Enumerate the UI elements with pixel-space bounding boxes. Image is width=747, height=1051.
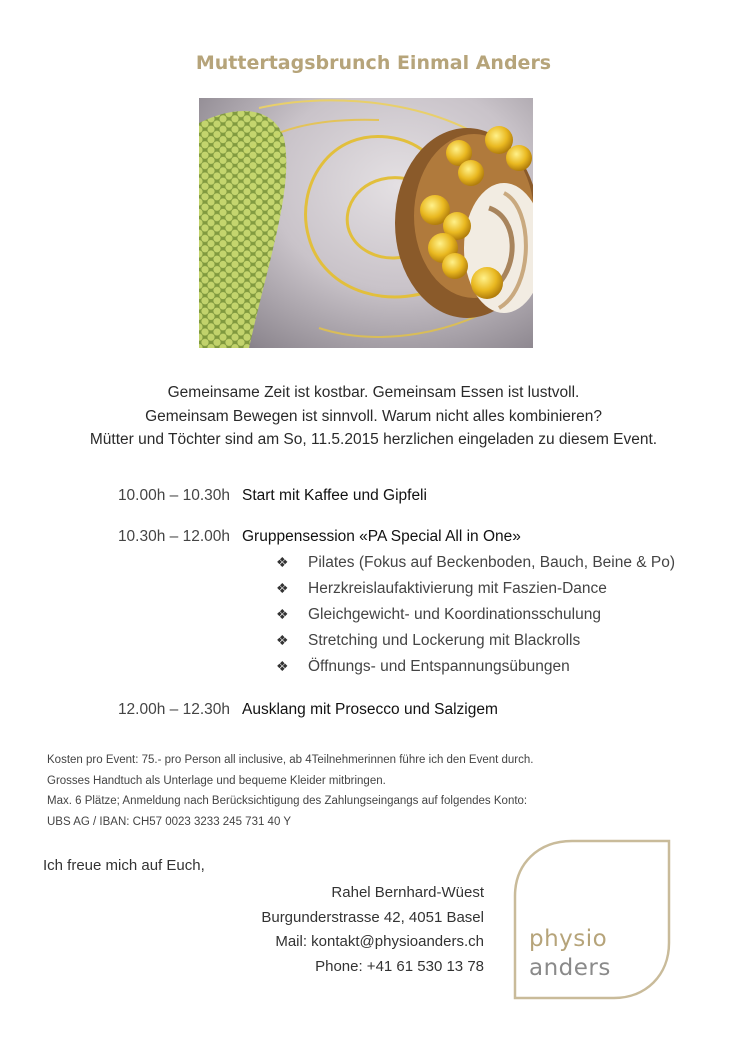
logo-text-physio: physio <box>529 926 608 952</box>
schedule-title: Ausklang mit Prosecco und Salzigem <box>242 701 498 718</box>
schedule-row <box>0 528 747 550</box>
diamond-fleuron-icon: ❖ <box>276 658 289 674</box>
schedule-time: 10.00h – 10.30h <box>117 487 230 504</box>
list-item <box>276 580 716 606</box>
cost-line: Max. 6 Plätze; Anmeldung nach Berücksichtigung des Zahlungseingangs auf folgendes Konto: <box>47 795 528 807</box>
contact-street: Burgunderstrasse 42, 4051 Basel <box>261 908 484 926</box>
list-item-text: Stretching und Lockerung mit Blackrolls <box>308 632 581 649</box>
list-item-text: Pilates (Fokus auf Beckenboden, Bauch, Beine & Po) <box>308 554 676 571</box>
physioanders-logo <box>512 838 672 1000</box>
diamond-fleuron-icon: ❖ <box>276 554 289 570</box>
intro-line: Gemeinsame Zeit ist kostbar. Gemeinsam Essen ist lustvoll. <box>167 384 580 401</box>
session-list <box>276 554 716 684</box>
diamond-fleuron-icon: ❖ <box>276 606 289 622</box>
schedule-row <box>0 487 747 509</box>
logo-text-anders: anders <box>529 955 611 981</box>
list-item <box>276 606 716 632</box>
intro-line: Gemeinsam Bewegen ist sinnvoll. Warum nicht alles kombinieren? <box>145 407 602 425</box>
intro-text <box>0 381 747 452</box>
page-title: Muttertagsbrunch Einmal Anders <box>195 52 552 74</box>
list-item-text: Gleichgewicht- und Koordinationsschulung <box>308 606 601 623</box>
cost-line: Kosten pro Event: 75.- pro Person all inclusive, ab 4Teilnehmerinnen führe ich den Event durch. <box>47 754 534 766</box>
greeting: Ich freue mich auf Euch, <box>43 857 205 874</box>
contact-block <box>261 881 484 979</box>
intro-line: Mütter und Töchter sind am So, 11.5.2015 herzlichen eingeladen zu diesem Event. <box>89 431 658 448</box>
diamond-fleuron-icon: ❖ <box>276 580 289 596</box>
dessert-photo <box>199 98 533 348</box>
schedule-title: Start mit Kaffee und Gipfeli <box>242 487 427 504</box>
cost-line: Grosses Handtuch als Unterlage und bequeme Kleider mitbringen. <box>47 774 386 787</box>
contact-phone[interactable]: Phone: +41 61 530 13 78 <box>315 957 484 975</box>
schedule-row <box>0 701 747 723</box>
list-item <box>276 658 716 684</box>
schedule-title: Gruppensession «PA Special All in One» <box>242 528 521 545</box>
list-item-text: Öffnungs- und Entspannungsübungen <box>308 658 570 675</box>
schedule-time: 12.00h – 12.30h <box>117 701 230 718</box>
list-item <box>276 632 716 658</box>
cost-line: UBS AG / IBAN: CH57 0023 3233 245 731 40 Y <box>47 815 292 828</box>
cost-info <box>47 750 533 832</box>
schedule-time: 10.30h – 12.00h <box>117 528 230 545</box>
contact-name: Rahel Bernhard-Wüest <box>331 884 484 901</box>
diamond-fleuron-icon: ❖ <box>276 632 289 648</box>
contact-mail[interactable]: Mail: kontakt@physioanders.ch <box>275 933 484 950</box>
list-item-text: Herzkreislaufaktivierung mit Faszien-Dance <box>308 580 607 597</box>
list-item <box>276 554 716 580</box>
